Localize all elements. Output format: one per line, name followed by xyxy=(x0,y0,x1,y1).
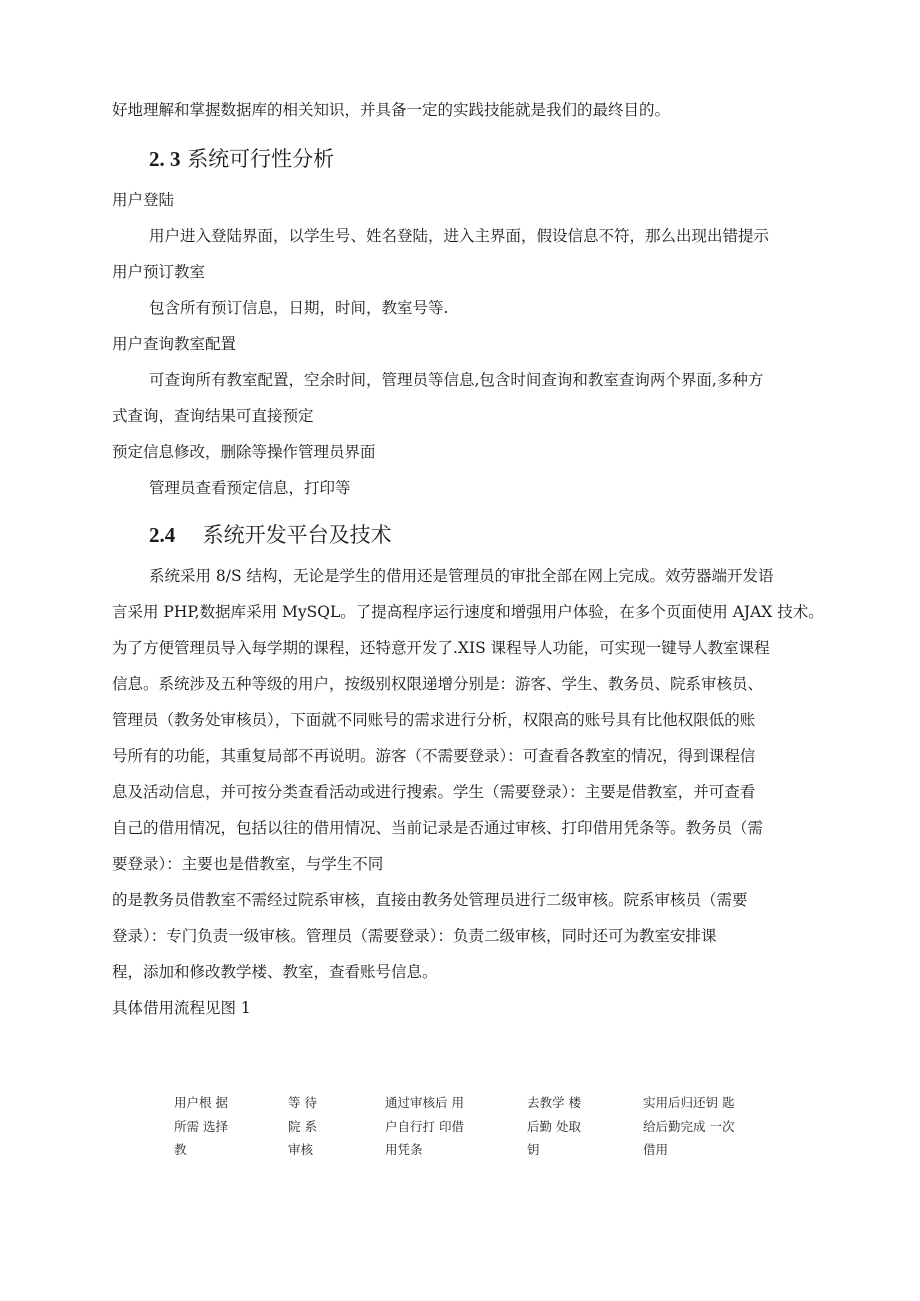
flow-step-line: 去教学 楼 xyxy=(527,1095,581,1110)
paragraph-tech-line9: 要登录）：主要也是借教室，与学生不同 xyxy=(112,855,384,873)
section-number: 2.4 xyxy=(149,523,176,547)
paragraph-tech-line7: 息及活动信息，并可按分类查看活动或进行搜索。学生（需要登录）：主要是借教室，并可查看 xyxy=(112,783,756,801)
section-title: 系统开发平台及技术 xyxy=(202,523,392,547)
flow-step-line: 实用后归还钥 匙 xyxy=(643,1095,735,1110)
paragraph-tech-line12: 程，添加和修改教学楼、教室，查看账号信息。 xyxy=(112,963,438,981)
subheading-user-query: 用户查询教室配置 xyxy=(112,335,237,353)
flow-step-line: 通过审核后 用 xyxy=(385,1095,464,1110)
paragraph-reserve: 包含所有预订信息，日期，时间，教室号等. xyxy=(149,299,449,317)
section-title: 系统可行性分析 xyxy=(187,147,335,171)
paragraph-tech-line6: 号所有的功能，其重复局部不再说明。游客（不需要登录）：可查看各教室的情况，得到课程信 xyxy=(112,747,756,765)
figure-reference: 具体借用流程见图 1 xyxy=(112,999,251,1017)
section-number: 2. 3 xyxy=(149,147,181,171)
paragraph-query-line2: 式查询，查询结果可直接预定 xyxy=(112,407,314,425)
flow-step-line: 户自行打 印借 xyxy=(385,1118,464,1134)
flow-step-line: 等 待 xyxy=(288,1095,317,1110)
paragraph-query-line1: 可查询所有教室配置，空余时间，管理员等信息,包含时间查询和教室查询两个界面,多种方 xyxy=(149,371,764,389)
flow-step-5 xyxy=(643,1091,734,1162)
flow-step-line: 审核 xyxy=(288,1142,314,1157)
flow-step-line: 用凭条 xyxy=(385,1142,423,1157)
paragraph-tech-line8: 自己的借用情况，包括以往的借用情况、当前记录是否通过审核、打印借用凭条等。教务员（需 xyxy=(112,819,764,837)
flow-step-line: 用户根 据 xyxy=(174,1095,228,1110)
paragraph-tech-line10: 的是教务员借教室不需经过院系审核，直接由教务处管理员进行二级审核。院系审核员（需要 xyxy=(112,891,748,909)
subheading-user-reserve: 用户预订教室 xyxy=(112,263,206,281)
subheading-user-login: 用户登陆 xyxy=(112,191,175,209)
flow-step-line: 借用 xyxy=(643,1142,669,1157)
paragraph-tech-line4: 信息。系统涉及五种等级的用户，按级别权限递增分别是：游客、学生、教务员、院系审核员、 xyxy=(112,675,764,693)
paragraph-tech-line3: 为了方便管理员导入每学期的课程，还特意开发了.XIS 课程导人功能，可实现一键导人教室课程 xyxy=(112,639,770,657)
paragraph-tech-line1: 系统采用 8/S 结构，无论是学生的借用还是管理员的审批全部在网上完成。效劳器端开发语 xyxy=(149,567,774,585)
paragraph-tech-line5: 管理员（教务处审核员），下面就不同账号的需求进行分析，权限高的账号具有比他权限低的账 xyxy=(112,711,756,729)
paragraph-modify: 预定信息修改，删除等操作管理员界面 xyxy=(112,443,376,461)
section-heading-2-3 xyxy=(149,146,334,172)
flow-step-4 xyxy=(527,1091,581,1162)
flow-step-line: 钥 xyxy=(527,1142,540,1157)
flow-step-2 xyxy=(288,1091,317,1162)
paragraph-login: 用户进入登陆界面，以学生号、姓名登陆，进入主界面，假设信息不符，那么出现出错提示 xyxy=(149,227,770,245)
paragraph-intro-end: 好地理解和掌握数据库的相关知识，并具备一定的实践技能就是我们的最终目的。 xyxy=(112,101,671,119)
paragraph-admin: 管理员查看预定信息，打印等 xyxy=(149,479,351,497)
flow-step-line: 教 xyxy=(174,1142,187,1157)
flow-step-line: 给后勤完成 一次 xyxy=(643,1118,735,1134)
flow-step-line: 后勤 处取 xyxy=(527,1118,581,1134)
flow-step-line: 所需 选择 xyxy=(174,1118,228,1134)
flow-step-3 xyxy=(385,1091,464,1162)
section-heading-2-4 xyxy=(149,522,392,548)
paragraph-tech-line2: 言采用 PHP,数据库采用 MySQL。了提高程序运行速度和增强用户体验，在多个页面使用 AJAX 技术。 xyxy=(112,603,824,621)
paragraph-tech-line11: 登录）：专门负责一级审核。管理员（需要登录）：负责二级审核，同时还可为教室安排课 xyxy=(112,927,717,945)
flow-step-line: 院 系 xyxy=(288,1118,317,1134)
flow-step-1 xyxy=(174,1091,228,1162)
